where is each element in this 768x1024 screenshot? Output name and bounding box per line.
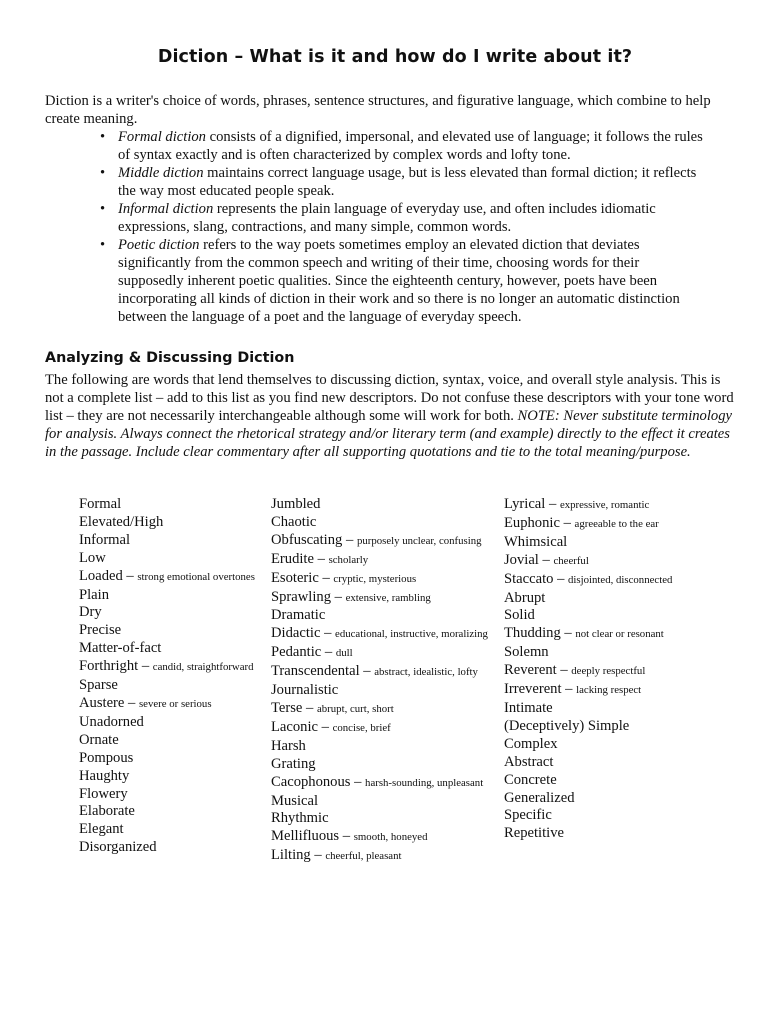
word-entry	[504, 772, 672, 790]
word-entry	[79, 496, 255, 514]
word-definition: cheerful, pleasant	[325, 850, 402, 863]
word-entry	[271, 738, 488, 756]
word-definition: disjointed, disconnected	[568, 573, 673, 586]
word-term: Irreverent –	[504, 681, 577, 698]
list-item	[118, 236, 708, 326]
word-entry	[504, 754, 672, 772]
definition-text: consists of a dignified, impersonal, and elevated use of language; it follows the rules of syntax exactly and is often characterized by complex words and lofty tone.	[118, 129, 703, 163]
word-term: Unadorned	[79, 713, 144, 730]
word-entry	[79, 750, 255, 768]
word-entry	[79, 514, 255, 532]
word-term: Austere –	[79, 694, 139, 711]
word-term: Laconic –	[271, 718, 333, 735]
word-term: Reverent –	[504, 662, 572, 679]
word-definition: purposely unclear, confusing	[356, 534, 482, 547]
word-entry	[271, 810, 488, 828]
word-entry	[79, 604, 255, 622]
word-entry	[271, 607, 488, 625]
word-column-1	[79, 496, 255, 857]
word-term: Pedantic –	[271, 644, 336, 661]
word-entry	[504, 700, 672, 718]
word-term: Staccato –	[504, 570, 569, 587]
term-informal-diction: Informal diction	[118, 201, 214, 217]
word-entry	[271, 682, 488, 700]
word-entry	[504, 681, 672, 700]
word-column-2	[271, 496, 488, 866]
word-term: Lyrical –	[504, 496, 560, 512]
word-term: Jovial –	[504, 551, 554, 568]
term-formal-diction: Formal diction	[118, 129, 206, 145]
word-term: Generalized	[504, 789, 575, 806]
word-definition: abrupt, curt, short	[316, 702, 394, 715]
word-definition: strong emotional overtones	[137, 570, 255, 583]
word-term: Harsh	[271, 737, 306, 754]
word-definition: concise, brief	[332, 721, 391, 734]
analysis-note: NOTE: Never substitute terminology for analysis. Always connect the rhetorical strategy and/or literary term (and example) directly to the effect it creates in the passage. Include clear commentary after all supporting quotations and tie to the total meaning/purpose.	[45, 408, 732, 460]
word-term: Cacophonous –	[271, 773, 366, 790]
word-term: Intimate	[504, 699, 553, 716]
word-term: Matter-of-fact	[79, 640, 162, 657]
word-term: Abrupt	[504, 589, 546, 606]
word-term: Thudding –	[504, 625, 576, 642]
word-term: Complex	[504, 735, 558, 752]
word-entry	[79, 803, 255, 821]
word-definition: scholarly	[328, 553, 369, 566]
word-term: Specific	[504, 807, 552, 824]
word-term: Jumbled	[271, 496, 321, 512]
word-definition: smooth, honeyed	[353, 831, 428, 844]
word-definition: extensive, rambling	[345, 591, 431, 604]
word-definition: not clear or resonant	[575, 628, 664, 641]
word-entry	[504, 825, 672, 843]
word-entry	[504, 625, 672, 644]
page-title: Diction – What is it and how do I write about it?	[157, 47, 633, 67]
word-entry	[79, 732, 255, 750]
word-entry	[504, 534, 672, 552]
word-term: Abstract	[504, 753, 554, 770]
definition-text: maintains correct language usage, but is less elevated than formal diction; it reflects the way most educated people speak.	[118, 165, 697, 199]
word-definition: severe or serious	[138, 697, 212, 710]
word-entry	[504, 718, 672, 736]
word-entry	[79, 640, 255, 658]
word-entry	[79, 768, 255, 786]
word-definition: agreeable to the ear	[574, 517, 659, 530]
list-item	[118, 128, 708, 164]
word-term: Low	[79, 549, 106, 566]
word-entry	[504, 496, 672, 515]
word-entry	[504, 644, 672, 662]
word-term: Mellifluous –	[271, 828, 354, 845]
word-term: Solemn	[504, 644, 549, 661]
word-column-3	[504, 496, 672, 843]
word-term: Elegant	[79, 821, 124, 838]
word-term: Whimsical	[504, 533, 568, 550]
word-entry	[271, 793, 488, 811]
word-term: Didactic –	[271, 625, 336, 642]
word-term: Dry	[79, 604, 102, 621]
word-entry	[271, 532, 488, 551]
word-definition: expressive, romantic	[559, 499, 650, 511]
word-entry	[504, 662, 672, 681]
word-term: Pompous	[79, 749, 134, 766]
word-term: Disorganized	[79, 839, 157, 856]
word-term: Sparse	[79, 677, 118, 694]
list-item	[118, 164, 708, 200]
word-entry	[271, 828, 488, 847]
word-term: Plain	[79, 586, 109, 603]
word-entry	[271, 625, 488, 644]
word-term: Euphonic –	[504, 514, 575, 531]
definition-text: refers to the way poets sometimes employ an elevated diction that deviates significantly from the common speech and writing of their time, choosing words for their supposedly inherent poetic qualities. Since the eighteenth century, however, poets have been incorporating all kinds of diction in their work and so there is no longer an automatic distinction between the language of a poet and the language of everyday speech.	[118, 237, 680, 325]
word-entry	[79, 532, 255, 550]
word-term: Lilting –	[271, 847, 326, 864]
word-entry	[79, 658, 255, 677]
word-entry	[504, 790, 672, 808]
word-definition: candid, straightforward	[152, 661, 254, 674]
word-term: Loaded –	[79, 567, 138, 584]
word-term: Concrete	[504, 771, 557, 788]
word-entry	[271, 719, 488, 738]
word-entry	[504, 736, 672, 754]
word-term: Sprawling –	[271, 588, 346, 605]
word-definition: cryptic, mysterious	[333, 572, 417, 585]
word-term: Precise	[79, 622, 122, 639]
intro-paragraph: Diction is a writer's choice of words, phrases, sentence structures, and figurative language, which combine to help create meaning.	[45, 93, 711, 127]
term-middle-diction: Middle diction	[118, 165, 204, 181]
word-definition: educational, instructive, moralizing	[335, 628, 488, 641]
word-entry	[271, 644, 488, 663]
definition-text: represents the plain language of everyday use, and often includes idiomatic expressions, slang, contractions, and many simple, common words.	[118, 201, 656, 235]
word-term: Esoteric –	[271, 569, 334, 586]
word-term: Dramatic	[271, 607, 326, 624]
analysis-text: The following are words that lend themselves to discussing diction, syntax, voice, and overall style analysis. This is not a complete list – add to this list as you find new descriptors. Do not confuse these descriptors with your tone word list – they are not necessarily interchangeable although some will work for both.	[45, 372, 734, 424]
word-definition: lacking respect	[576, 684, 642, 697]
word-entry	[79, 786, 255, 804]
diction-types-list	[118, 128, 708, 326]
word-term: Journalistic	[271, 682, 339, 699]
word-entry	[79, 677, 255, 695]
word-term: Terse –	[271, 699, 317, 716]
word-entry	[504, 515, 672, 534]
list-item	[118, 200, 708, 236]
word-term: (Deceptively) Simple	[504, 717, 630, 734]
word-entry	[79, 695, 255, 714]
word-term: Erudite –	[271, 550, 329, 567]
word-term: Rhythmic	[271, 810, 329, 827]
word-entry	[271, 700, 488, 719]
word-term: Musical	[271, 792, 319, 809]
word-term: Flowery	[79, 785, 128, 802]
word-term: Grating	[271, 755, 316, 772]
word-term: Repetitive	[504, 825, 564, 842]
word-definition: harsh-sounding, unpleasant	[365, 776, 484, 789]
word-entry	[504, 590, 672, 608]
word-definition: abstract, idealistic, lofty	[374, 666, 478, 679]
analysis-paragraph	[45, 371, 735, 461]
word-term: Elaborate	[79, 803, 135, 820]
word-term: Informal	[79, 531, 131, 548]
word-entry	[504, 607, 672, 625]
word-entry	[504, 571, 672, 590]
word-entry	[79, 839, 255, 857]
word-definition: dull	[335, 647, 353, 660]
word-entry	[504, 552, 672, 571]
word-term: Chaotic	[271, 513, 317, 530]
word-entry	[79, 622, 255, 640]
word-entry	[271, 756, 488, 774]
word-entry	[504, 807, 672, 825]
word-term: Haughty	[79, 767, 130, 784]
word-entry	[271, 551, 488, 570]
word-entry	[271, 774, 488, 793]
word-term: Transcendental –	[271, 663, 375, 680]
word-term: Ornate	[79, 731, 119, 748]
word-entry	[79, 821, 255, 839]
word-entry	[271, 570, 488, 589]
word-entry	[79, 587, 255, 605]
word-term: Forthright –	[79, 658, 153, 675]
word-entry	[79, 714, 255, 732]
word-definition: deeply respectful	[571, 665, 646, 678]
term-poetic-diction: Poetic diction	[118, 237, 200, 253]
word-entry	[271, 847, 488, 866]
word-term: Elevated/High	[79, 513, 164, 530]
word-entry	[271, 514, 488, 532]
word-entry	[271, 496, 488, 514]
word-term: Solid	[504, 607, 535, 624]
word-term: Formal	[79, 496, 122, 512]
word-entry	[79, 568, 255, 587]
word-definition: cheerful	[553, 554, 589, 567]
word-entry	[271, 589, 488, 608]
word-term: Obfuscating –	[271, 531, 357, 548]
word-entry	[271, 663, 488, 682]
section-heading: Analyzing & Discussing Diction	[45, 350, 295, 366]
word-entry	[79, 550, 255, 568]
